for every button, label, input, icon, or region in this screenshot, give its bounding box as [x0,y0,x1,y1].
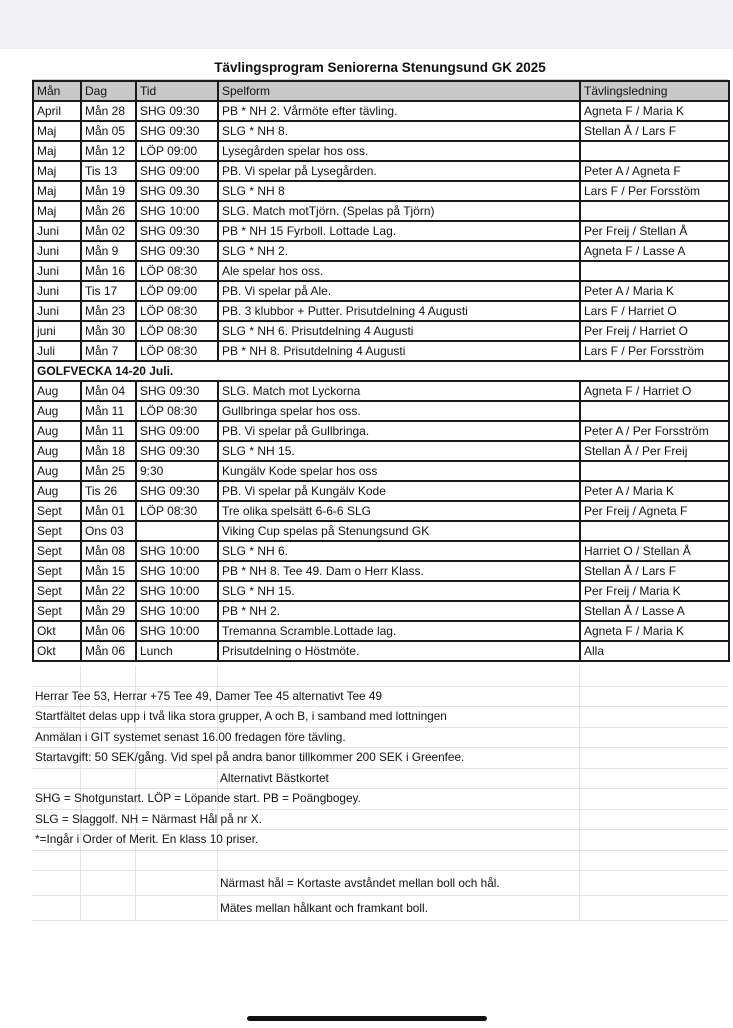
note-text: *=Ingår i Order of Merit. En klass 10 priser. [35,832,259,846]
time-cell: SHG 10:00 [136,581,218,601]
page-title: Tävlingsprogram Seniorerna Stenungsund GK 2025 [32,56,728,80]
month-cell: Sept [33,521,81,541]
time-cell: LÖP 08:30 [136,261,218,281]
time-cell: SHG 09:00 [136,421,218,441]
game-format-cell: PB. Vi spelar på Ale. [218,281,580,301]
table-header-row [33,81,729,101]
organizer-cell: Per Freij / Agneta F [580,501,729,521]
game-format-cell: PB. Vi spelar på Gullbringa. [218,421,580,441]
day-cell: Mån 26 [81,201,136,221]
day-cell: Mån 15 [81,561,136,581]
day-cell: Mån 23 [81,301,136,321]
game-format-cell: SLG * NH 15. [218,581,580,601]
organizer-cell: Stellan Å / Per Freij [580,441,729,461]
header-day-cell: Dag [81,81,136,101]
month-cell: Aug [33,421,81,441]
game-format-cell: PB * NH 2. [218,601,580,621]
game-format-cell: SLG * NH 15. [218,441,580,461]
month-cell: Maj [33,181,81,201]
game-format-cell: PB. Vi spelar på Lysegården. [218,161,580,181]
table-row [33,441,729,461]
note-row [32,769,728,790]
game-format-cell: PB * NH 2. Vårmöte efter tävling. [218,101,580,121]
time-cell: SHG 09:00 [136,161,218,181]
table-row [33,621,729,641]
time-cell: Lunch [136,641,218,661]
day-cell: Mån 9 [81,241,136,261]
game-format-cell: SLG * NH 6. [218,541,580,561]
game-format-cell: Tre olika spelsätt 6-6-6 SLG [218,501,580,521]
day-cell: Mån 06 [81,621,136,641]
month-cell: Juni [33,301,81,321]
note-row [32,707,728,728]
top-bar [0,0,733,49]
note-row [32,871,728,896]
time-cell: LÖP 08:30 [136,501,218,521]
note-text: Närmast hål = Kortaste avståndet mellan boll och hål. [220,876,500,890]
time-cell: LÖP 08:30 [136,341,218,361]
month-cell: Maj [33,161,81,181]
time-cell: SHG 09:30 [136,121,218,141]
home-indicator [247,1016,487,1021]
day-cell: Ons 03 [81,521,136,541]
table-row [33,481,729,501]
time-cell: LÖP 08:30 [136,301,218,321]
day-cell: Mån 7 [81,341,136,361]
game-format-cell: PB. 3 klubbor + Putter. Prisutdelning 4 Augusti [218,301,580,321]
table-row [33,141,729,161]
month-cell: Juni [33,261,81,281]
day-cell: Tis 17 [81,281,136,301]
day-cell: Mån 12 [81,141,136,161]
table-row [33,281,729,301]
note-row [32,851,728,872]
game-format-cell: SLG * NH 8. [218,121,580,141]
table-row [33,541,729,561]
organizer-cell: Stellan Å / Lars F [580,561,729,581]
game-format-cell: Viking Cup spelas på Stenungsund GK [218,521,580,541]
organizer-cell: Agneta F / Lasse A [580,241,729,261]
table-row [33,641,729,661]
table-row [33,201,729,221]
notes-section [32,666,728,921]
note-text: SLG = Slaggolf. NH = Närmast Hål på nr X. [35,811,262,826]
game-format-cell: SLG. Match motTjörn. (Spelas på Tjörn) [218,201,580,221]
month-cell: Juni [33,241,81,261]
organizer-cell: Peter A / Maria K [580,481,729,501]
day-cell: Mån 11 [81,421,136,441]
month-cell: Aug [33,381,81,401]
time-cell: LÖP 08:30 [136,321,218,341]
day-cell: Mån 08 [81,541,136,561]
day-cell: Mån 29 [81,601,136,621]
table-row [33,121,729,141]
table-row [33,581,729,601]
table-row [33,601,729,621]
organizer-cell: Stellan Å / Lars F [580,121,729,141]
organizer-cell: Lars F / Per Forsstöm [580,181,729,201]
organizer-cell: Agneta F / Harriet O [580,381,729,401]
month-cell: Maj [33,121,81,141]
time-cell: SHG 09:30 [136,101,218,121]
day-cell: Mån 28 [81,101,136,121]
game-format-cell: PB * NH 8. Prisutdelning 4 Augusti [218,341,580,361]
organizer-cell: Lars F / Per Forsström [580,341,729,361]
table-row [33,161,729,181]
table-row [33,521,729,541]
organizer-cell: Per Freij / Harriet O [580,321,729,341]
table-row [33,421,729,441]
day-cell: Mån 30 [81,321,136,341]
organizer-cell: Alla [580,641,729,661]
game-format-cell: Gullbringa spelar hos oss. [218,401,580,421]
time-cell: SHG 09:30 [136,221,218,241]
note-row [32,728,728,749]
notes-spacer-row [32,666,728,687]
note-text: Startfältet delas upp i två lika stora grupper, A och B, i samband med lottningen [35,709,447,723]
day-cell: Mån 05 [81,121,136,141]
game-format-cell: SLG * NH 8 [218,181,580,201]
time-cell: LÖP 09:00 [136,141,218,161]
game-format-cell: Prisutdelning o Höstmöte. [218,641,580,661]
day-cell: Mån 16 [81,261,136,281]
header-time-cell: Tid [136,81,218,101]
month-cell: Maj [33,201,81,221]
month-cell: Juni [33,221,81,241]
table-row [33,381,729,401]
day-cell: Mån 11 [81,401,136,421]
time-cell: SHG 10:00 [136,621,218,641]
time-cell: SHG 09:30 [136,441,218,461]
table-row [33,561,729,581]
note-text: Anmälan i GIT systemet senast 16.00 fredagen före tävling. [35,729,346,744]
day-cell: Mån 18 [81,441,136,461]
organizer-cell [580,461,729,481]
month-cell: Sept [33,581,81,601]
note-text: Alternativt Bästkortet [220,770,329,785]
table-row [33,181,729,201]
game-format-cell: Ale spelar hos oss. [218,261,580,281]
time-cell [136,521,218,541]
golfvecka-row [33,361,729,381]
table-row [33,341,729,361]
organizer-cell: Peter A / Maria K [580,281,729,301]
game-format-cell: PB * NH 15 Fyrboll. Lottade Lag. [218,221,580,241]
table-row [33,321,729,341]
organizer-cell [580,141,729,161]
game-format-cell: PB * NH 8. Tee 49. Dam o Herr Klass. [218,561,580,581]
note-row [32,687,728,708]
month-cell: Okt [33,641,81,661]
organizer-cell [580,401,729,421]
time-cell: SHG 10:00 [136,541,218,561]
table-row [33,261,729,281]
game-format-cell: PB. Vi spelar på Kungälv Kode [218,481,580,501]
note-row [32,810,728,831]
month-cell: Juni [33,281,81,301]
organizer-cell: Peter A / Agneta F [580,161,729,181]
month-cell: Aug [33,481,81,501]
note-text: Herrar Tee 53, Herrar +75 Tee 49, Damer Tee 45 alternativt Tee 49 [35,688,383,703]
organizer-cell: Agneta F / Maria K [580,101,729,121]
time-cell: SHG 10:00 [136,561,218,581]
note-row [32,748,728,769]
month-cell: Sept [33,561,81,581]
month-cell: Sept [33,501,81,521]
day-cell: Mån 04 [81,381,136,401]
time-cell: SHG 09:30 [136,381,218,401]
month-cell: Aug [33,401,81,421]
game-format-cell: SLG. Match mot Lyckorna [218,381,580,401]
game-format-cell: SLG * NH 2. [218,241,580,261]
time-cell: SHG 09:30 [136,241,218,261]
organizer-cell [580,201,729,221]
month-cell: April [33,101,81,121]
day-cell: Mån 06 [81,641,136,661]
table-row [33,461,729,481]
time-cell: LÖP 08:30 [136,401,218,421]
time-cell: LÖP 09:00 [136,281,218,301]
game-format-cell: SLG * NH 6. Prisutdelning 4 Augusti [218,321,580,341]
month-cell: Aug [33,461,81,481]
day-cell: Mån 25 [81,461,136,481]
game-format-cell: Tremanna Scramble.Lottade lag. [218,621,580,641]
time-cell: SHG 10:00 [136,201,218,221]
note-text: Startavgift: 50 SEK/gång. Vid spel på andra banor tillkommer 200 SEK i Greenfee. [35,750,465,764]
month-cell: Okt [33,621,81,641]
time-cell: SHG 10:00 [136,601,218,621]
note-text: SHG = Shotgunstart. LÖP = Löpande start. PB = Poängbogey. [35,791,361,805]
month-cell: Sept [33,601,81,621]
organizer-cell [580,521,729,541]
note-row [32,896,728,921]
organizer-cell [580,261,729,281]
day-cell: Mån 22 [81,581,136,601]
month-cell: juni [33,321,81,341]
month-cell: Maj [33,141,81,161]
header-game-format-cell: Spelform [218,81,580,101]
table-row [33,101,729,121]
day-cell: Mån 01 [81,501,136,521]
schedule-table [32,80,730,662]
day-cell: Tis 13 [81,161,136,181]
organizer-cell: Per Freij / Maria K [580,581,729,601]
time-cell: SHG 09:30 [136,481,218,501]
organizer-cell: Agneta F / Maria K [580,621,729,641]
month-cell: Aug [33,441,81,461]
game-format-cell: Lysegården spelar hos oss. [218,141,580,161]
month-cell: Sept [33,541,81,561]
organizer-cell: Stellan Å / Lasse A [580,601,729,621]
game-format-cell: Kungälv Kode spelar hos oss [218,461,580,481]
organizer-cell: Peter A / Per Forsström [580,421,729,441]
schedule-sheet [32,56,728,921]
note-row [32,830,728,851]
organizer-cell: Harriet O / Stellan Å [580,541,729,561]
time-cell: 9:30 [136,461,218,481]
day-cell: Mån 19 [81,181,136,201]
note-text: Mätes mellan hålkant och framkant boll. [220,901,428,915]
golfvecka-cell: GOLFVECKA 14-20 Juli. [33,361,729,381]
table-row [33,301,729,321]
header-organizer-cell: Tävlingsledning [580,81,729,101]
day-cell: Tis 26 [81,481,136,501]
time-cell: SHG 09.30 [136,181,218,201]
table-row [33,401,729,421]
month-cell: Juli [33,341,81,361]
table-row [33,501,729,521]
note-row [32,789,728,810]
day-cell: Mån 02 [81,221,136,241]
organizer-cell: Lars F / Harriet O [580,301,729,321]
header-month-cell: Mån [33,81,81,101]
table-row [33,221,729,241]
organizer-cell: Per Freij / Stellan Å [580,221,729,241]
table-row [33,241,729,261]
